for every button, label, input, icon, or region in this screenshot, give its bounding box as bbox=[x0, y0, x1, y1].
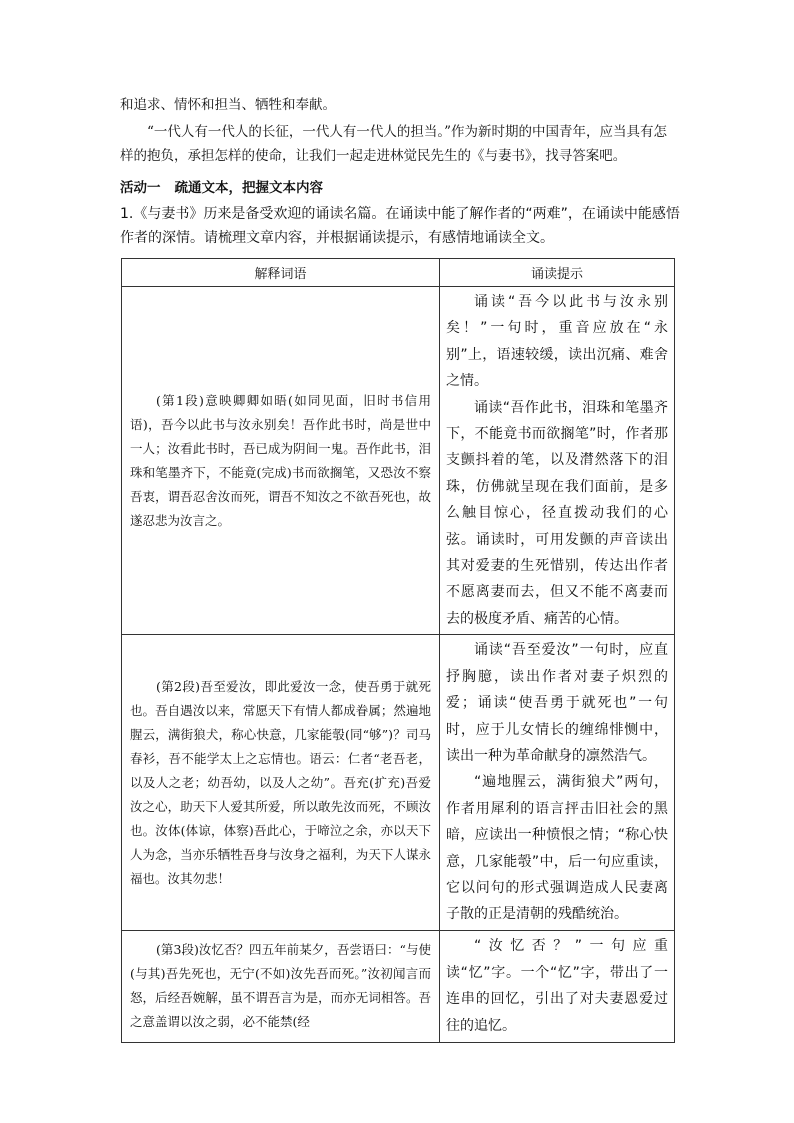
intro-line-1: 和追求、情怀和担当、牺牲和奉献。 bbox=[120, 97, 336, 113]
reading-table bbox=[121, 258, 675, 1043]
header-reading-tips: 诵读提示 bbox=[440, 259, 675, 287]
tip-text: 诵读“吾至爱汝”一句时，应直抒胸臆，读出作者对妻子炽烈的爱；诵读“使吾勇于就死也”一句时，应于儿女情长的缠绵悱恻中，读出一种为革命献身的凛然浩气。 bbox=[446, 642, 668, 764]
question-1: 1.《与妻书》历来是备受欢迎的诵读名篇。在诵读中能了解作者的“两难”，在诵读中能感悟作者的深情。请梳理文章内容，并根据诵读提示，有感情地诵读全文。 bbox=[120, 206, 680, 246]
tip-text: 诵读“吾作此书，泪珠和笔墨齐下，不能竟书而欲搁笔”时，作者那支颤抖着的笔，以及潸然落下的泪珠，仿佛就呈现在我们面前，是多么触目惊心，径直拨动我们的心弦。诵读时，可用发颤的声音读出其对爱妻的生死惜别，传达出作者不愿离妻而去，但又不能不离妻而去的极度矛盾、痛苦的心情。 bbox=[446, 399, 668, 627]
tip-text: “遍地腥云，满街狼犬”两句，作者用犀利的语言抨击旧社会的黑暗，应读出一种愤恨之情；“称心快意，几家能彀”中，后一句应重读，它以问句的形式强调造成人民妻离子散的正是清朝的残酷统治。 bbox=[446, 774, 668, 923]
explain-cell-paragraph-3: (第3段)汝忆否？四五年前某夕，吾尝语曰：“与使(与其)吾先死也，无宁(不如)汝先吾而死。”汝初闻言而怒，后经吾婉解，虽不谓吾言为是，而亦无词相答。吾之意盖谓以汝之弱，必不能禁(经 bbox=[122, 930, 440, 1042]
tip-cell-paragraph-3 bbox=[440, 930, 675, 1042]
table-row bbox=[122, 287, 675, 635]
tip-cell-paragraph-1 bbox=[440, 287, 675, 635]
table-row bbox=[122, 635, 675, 930]
tip-text: “汝忆否？”一句应重读“忆”字。一个“忆”字，带出了一连串的回忆，引出了对夫妻恩爱过往的追忆。 bbox=[446, 938, 668, 1034]
table-row bbox=[122, 930, 675, 1042]
header-explain-words: 解释词语 bbox=[122, 259, 440, 287]
tip-cell-paragraph-2 bbox=[440, 635, 675, 930]
table-header-row bbox=[122, 259, 675, 287]
activity-title: 疏通文本，把握文本内容 bbox=[174, 180, 323, 196]
explain-cell-paragraph-2: (第2段)吾至爱汝，即此爱汝一念，使吾勇于就死也。吾自遇汝以来，常愿天下有情人都成眷属；然遍地腥云，满街狼犬，称心快意，几家能彀(同“够”)？司马春衫，吾不能学太上之忘情也。语云：仁者“老吾老，以及人之老；幼吾幼，以及人之幼”。吾充(扩充)吾爱汝之心，助天下人爱其所爱，所以敢先汝而死，不顾汝也。汝体(体谅，体察)吾此心，于啼泣之余，亦以天下人为念，当亦乐牺牲吾身与汝身之福利，为天下人谋永福也。汝其勿悲！ bbox=[122, 635, 440, 930]
explain-cell-paragraph-1: (第1段)意映卿卿如晤(如同见面，旧时书信用语)，吾今以此书与汝永别矣！吾作此书时，尚是世中一人；汝看此书时，吾已成为阴间一鬼。吾作此书，泪珠和笔墨齐下，不能竟(完成)书而欲搁笔，又恐汝不察吾衷，谓吾忍舍汝而死，谓吾不知汝之不欲吾死也，故遂忍悲为汝言之。 bbox=[122, 287, 440, 635]
activity-heading bbox=[120, 178, 323, 198]
tip-text: 诵读“吾今以此书与汝永别矣！”一句时，重音应放在“永别”上，语速较缓，读出沉痛、难舍之情。 bbox=[446, 294, 668, 390]
activity-label: 活动一 bbox=[120, 180, 161, 196]
intro-paragraph: “一代人有一代人的长征，一代人有一代人的担当。”作为新时期的中国青年，应当具有怎样的抱负，承担怎样的使命，让我们一起走进林觉民先生的《与妻书》，找寻答案吧。 bbox=[120, 124, 668, 164]
